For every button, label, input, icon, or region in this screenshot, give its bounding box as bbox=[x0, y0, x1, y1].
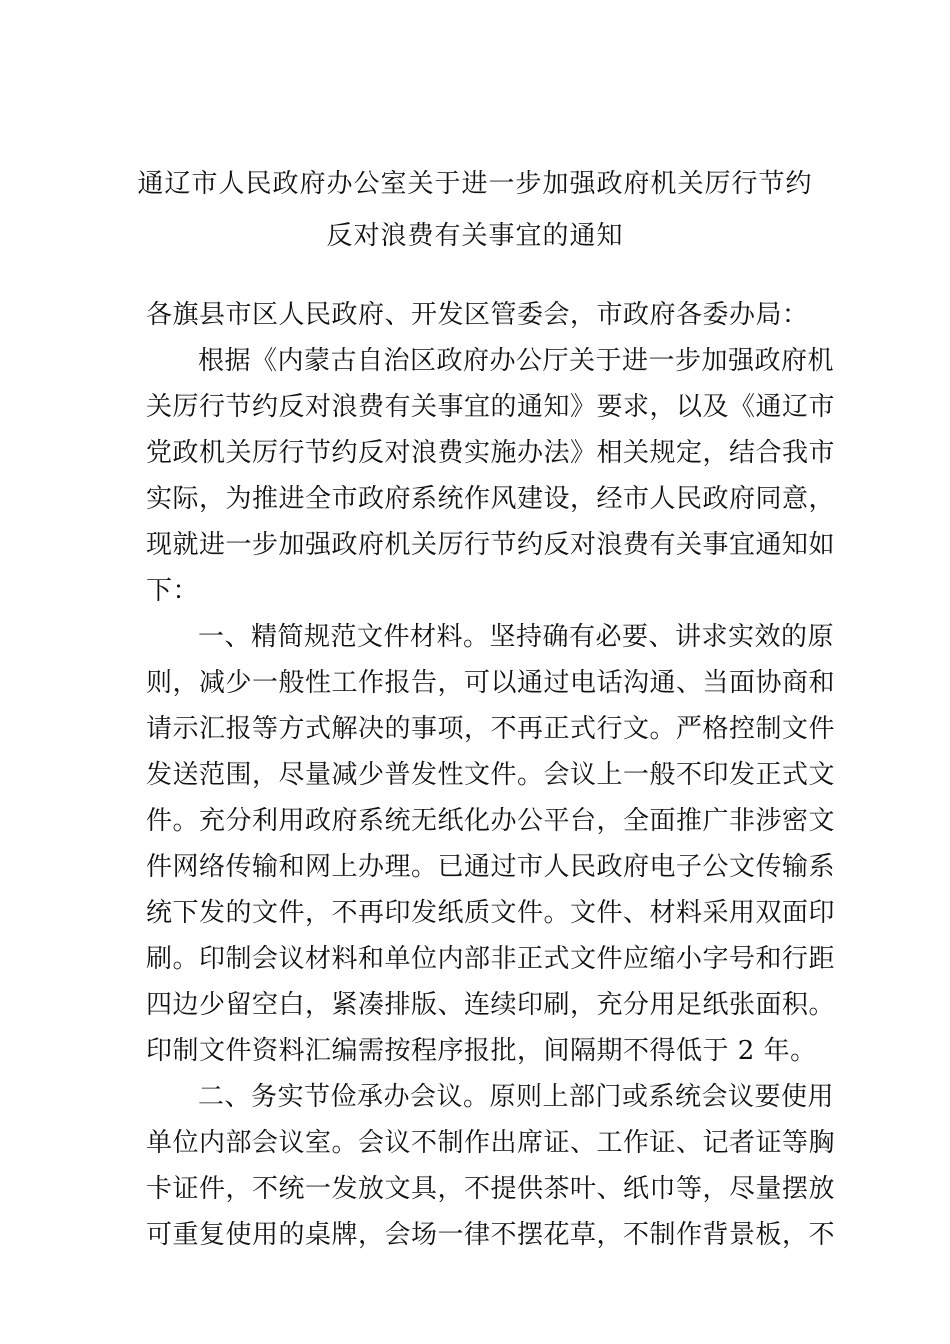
body-line: 可重复使用的桌牌，会场一律不摆花草，不制作背景板，不 bbox=[146, 1220, 836, 1250]
document-body bbox=[146, 292, 836, 1258]
body-line: 单位内部会议室。会议不制作出席证、工作证、记者证等胸 bbox=[146, 1128, 836, 1158]
body-line: 印制文件资料汇编需按程序报批，间隔期不得低于 2 年。 bbox=[146, 1036, 817, 1066]
body-line: 发送范围，尽量减少普发性文件。会议上一般不印发正式文 bbox=[146, 760, 836, 790]
body-line: 则，减少一般性工作报告，可以通过电话沟通、当面协商和 bbox=[146, 668, 836, 698]
section-1-heading-line: 一、精简规范文件材料。坚持确有必要、讲求实效的原 bbox=[198, 622, 835, 652]
body-line: 实际，为推进全市政府系统作风建设，经市人民政府同意， bbox=[146, 484, 836, 514]
title-line-1: 通辽市人民政府办公室关于进一步加强政府机关厉行节约 bbox=[137, 169, 813, 199]
body-line: 件。充分利用政府系统无纸化办公平台，全面推广非涉密文 bbox=[146, 806, 836, 836]
body-line: 卡证件，不统一发放文具，不提供茶叶、纸巾等，尽量摆放 bbox=[146, 1174, 836, 1204]
body-line: 刷。印制会议材料和单位内部非正式文件应缩小字号和行距 bbox=[146, 944, 836, 974]
body-line: 党政机关厉行节约反对浪费实施办法》相关规定，结合我市 bbox=[146, 438, 836, 468]
body-line: 根据《内蒙古自治区政府办公厅关于进一步加强政府机 bbox=[198, 346, 835, 376]
document-title bbox=[120, 158, 830, 262]
title-line-2: 反对浪费有关事宜的通知 bbox=[326, 221, 624, 251]
body-line: 统下发的文件，不再印发纸质文件。文件、材料采用双面印 bbox=[146, 898, 836, 928]
body-line: 下： bbox=[146, 576, 200, 606]
section-2-heading-line: 二、务实节俭承办会议。原则上部门或系统会议要使用 bbox=[198, 1082, 835, 1112]
salutation: 各旗县市区人民政府、开发区管委会，市政府各委办局： bbox=[146, 300, 809, 330]
body-line: 四边少留空白，紧凑排版、连续印刷，充分用足纸张面积。 bbox=[146, 990, 836, 1020]
body-line: 关厉行节约反对浪费有关事宜的通知》要求，以及《通辽市 bbox=[146, 392, 836, 422]
body-line: 件网络传输和网上办理。已通过市人民政府电子公文传输系 bbox=[146, 852, 836, 882]
body-line: 现就进一步加强政府机关厉行节约反对浪费有关事宜通知如 bbox=[146, 530, 836, 560]
body-line: 请示汇报等方式解决的事项，不再正式行文。严格控制文件 bbox=[146, 714, 836, 744]
